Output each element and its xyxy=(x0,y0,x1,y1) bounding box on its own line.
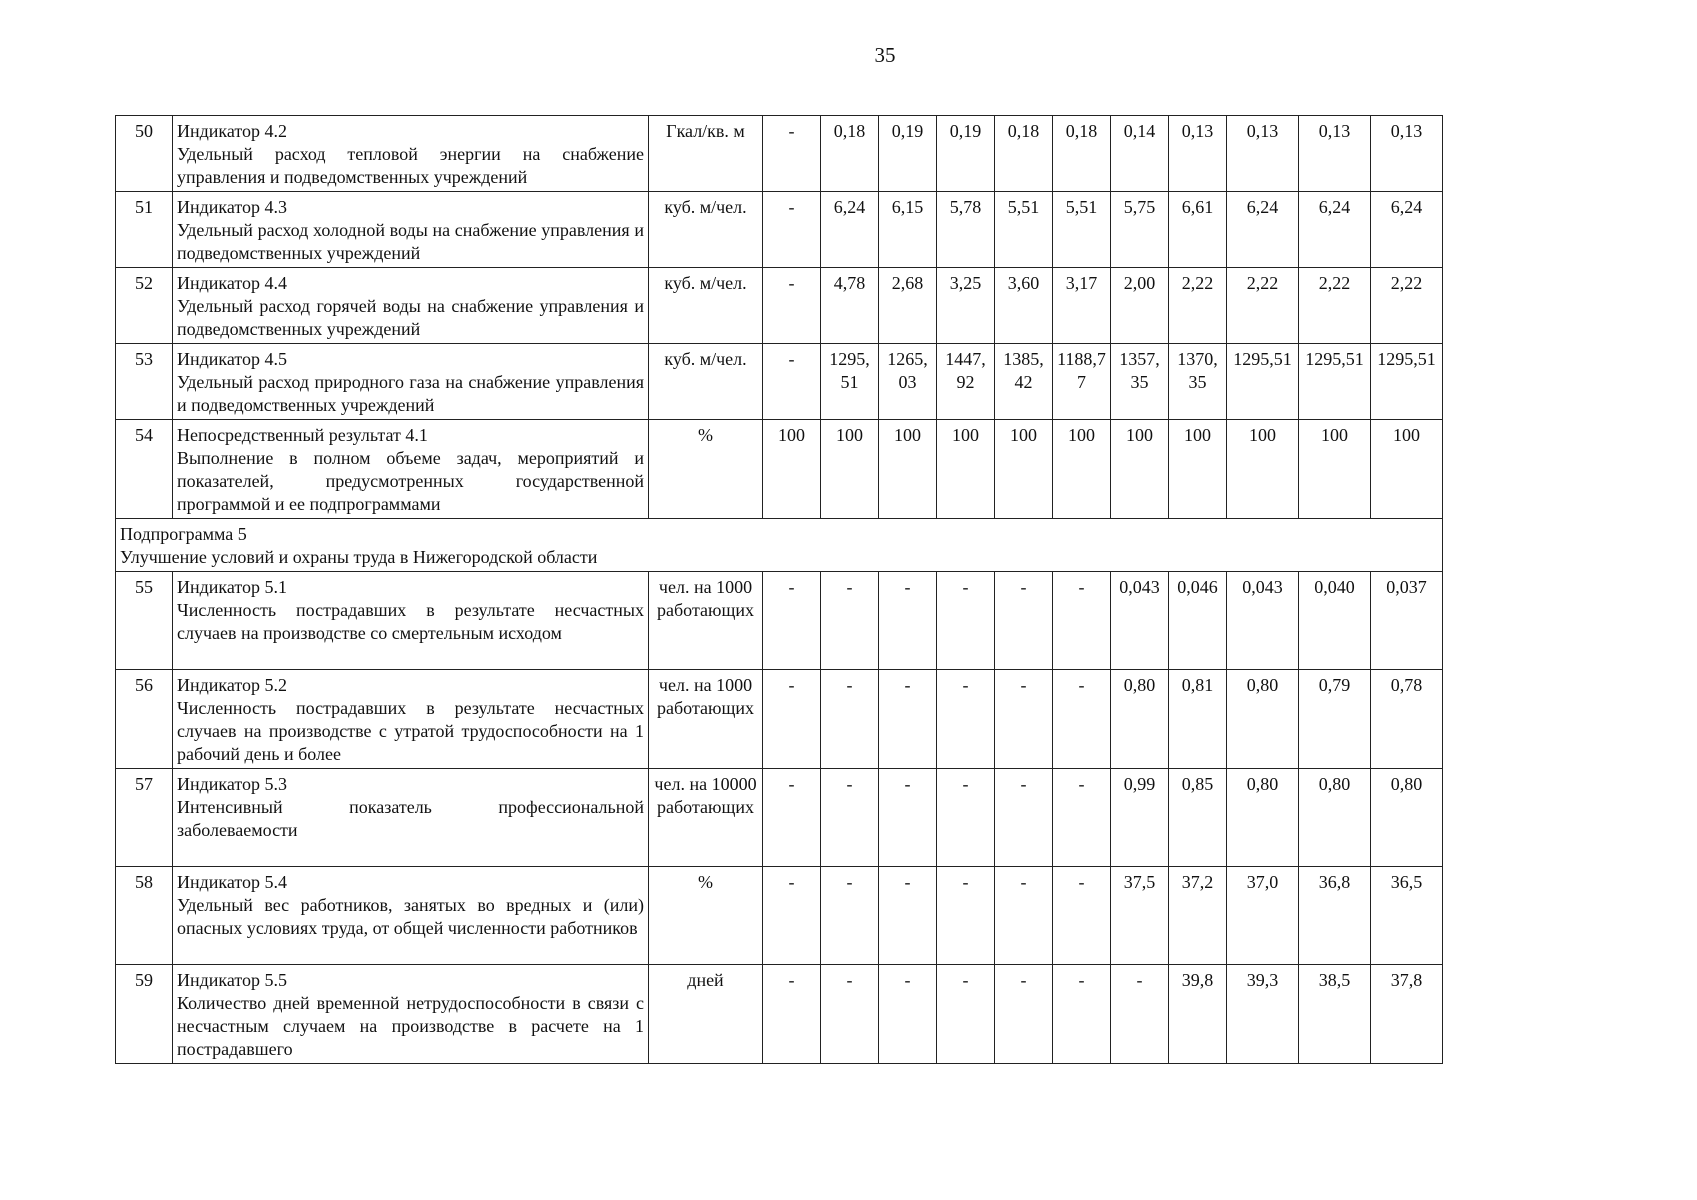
value-cell: - xyxy=(821,572,879,670)
value-cell: 0,040 xyxy=(1299,572,1371,670)
value-cell: 100 xyxy=(879,420,937,519)
value-cell: - xyxy=(1053,867,1111,965)
table-body xyxy=(116,116,1443,1064)
value-cell: - xyxy=(763,670,821,769)
value-cell: 100 xyxy=(1053,420,1111,519)
value-cell: 1370,35 xyxy=(1169,344,1227,420)
indicator-title: Индикатор 4.4 xyxy=(177,273,288,293)
table-row xyxy=(116,192,1443,268)
value-cell: - xyxy=(821,670,879,769)
value-cell: - xyxy=(1111,965,1169,1064)
value-cell: - xyxy=(879,867,937,965)
indicators-table xyxy=(115,115,1443,1064)
table-row xyxy=(116,344,1443,420)
value-cell: 0,18 xyxy=(1053,116,1111,192)
indicator-title: Индикатор 4.5 xyxy=(177,349,288,369)
unit-of-measure: Гкал/кв. м xyxy=(649,116,763,192)
value-cell: 3,60 xyxy=(995,268,1053,344)
value-cell: - xyxy=(763,268,821,344)
value-cell: 38,5 xyxy=(1299,965,1371,1064)
row-number: 53 xyxy=(116,344,173,420)
unit-of-measure: % xyxy=(649,867,763,965)
indicator-title: Индикатор 5.1 xyxy=(177,577,288,597)
value-cell: - xyxy=(763,867,821,965)
value-cell: - xyxy=(1053,572,1111,670)
indicator-title: Индикатор 5.3 xyxy=(177,774,288,794)
value-cell: - xyxy=(821,867,879,965)
value-cell: - xyxy=(879,670,937,769)
value-cell: 0,13 xyxy=(1371,116,1443,192)
value-cell: 37,2 xyxy=(1169,867,1227,965)
value-cell: 0,18 xyxy=(821,116,879,192)
indicator-description: Удельный расход природного газа на снабжение управления и подведомственных учреждений xyxy=(177,372,644,415)
row-number: 51 xyxy=(116,192,173,268)
value-cell: 100 xyxy=(1371,420,1443,519)
subprogram-number: Подпрограмма 5 xyxy=(120,524,247,544)
value-cell: 39,3 xyxy=(1227,965,1299,1064)
value-cell: 0,043 xyxy=(1111,572,1169,670)
value-cell: 0,19 xyxy=(937,116,995,192)
value-cell: - xyxy=(821,965,879,1064)
value-cell: - xyxy=(821,769,879,867)
value-cell: 0,18 xyxy=(995,116,1053,192)
table-row xyxy=(116,116,1443,192)
table-row xyxy=(116,572,1443,670)
value-cell: 1295,51 xyxy=(821,344,879,420)
row-number: 56 xyxy=(116,670,173,769)
indicator-title: Индикатор 4.2 xyxy=(177,121,288,141)
subprogram-header xyxy=(116,519,1443,572)
row-number: 58 xyxy=(116,867,173,965)
value-cell: 100 xyxy=(1299,420,1371,519)
indicator-description: Численность пострадавших в результате несчастных случаев на производстве с утратой трудоспособности на 1 рабочий день и более xyxy=(177,698,644,764)
value-cell: 6,24 xyxy=(821,192,879,268)
unit-of-measure: куб. м/чел. xyxy=(649,344,763,420)
row-number: 59 xyxy=(116,965,173,1064)
value-cell: 4,78 xyxy=(821,268,879,344)
table-row xyxy=(116,268,1443,344)
value-cell: 1265,03 xyxy=(879,344,937,420)
indicator-name xyxy=(173,670,649,769)
value-cell: 37,0 xyxy=(1227,867,1299,965)
value-cell: 36,5 xyxy=(1371,867,1443,965)
value-cell: 100 xyxy=(995,420,1053,519)
value-cell: - xyxy=(995,867,1053,965)
value-cell: - xyxy=(879,965,937,1064)
row-number: 55 xyxy=(116,572,173,670)
indicator-description: Интенсивный показатель профессиональной заболеваемости xyxy=(177,797,644,840)
value-cell: 2,22 xyxy=(1169,268,1227,344)
value-cell: 0,99 xyxy=(1111,769,1169,867)
value-cell: - xyxy=(879,572,937,670)
unit-of-measure: чел. на 1000 работающих xyxy=(649,572,763,670)
value-cell: 100 xyxy=(1169,420,1227,519)
value-cell: 2,22 xyxy=(1371,268,1443,344)
unit-of-measure: дней xyxy=(649,965,763,1064)
indicator-title: Непосредственный результат 4.1 xyxy=(177,425,428,445)
value-cell: - xyxy=(1053,769,1111,867)
value-cell: 0,80 xyxy=(1111,670,1169,769)
value-cell: 1295,51 xyxy=(1371,344,1443,420)
indicator-description: Удельный вес работников, занятых во вредных и (или) опасных условиях труда, от общей численности работников xyxy=(177,895,644,938)
value-cell: 1447,92 xyxy=(937,344,995,420)
value-cell: 6,24 xyxy=(1371,192,1443,268)
value-cell: 0,037 xyxy=(1371,572,1443,670)
value-cell: 0,80 xyxy=(1227,769,1299,867)
value-cell: - xyxy=(937,670,995,769)
value-cell: 100 xyxy=(821,420,879,519)
value-cell: - xyxy=(937,867,995,965)
value-cell: - xyxy=(995,769,1053,867)
value-cell: - xyxy=(995,572,1053,670)
value-cell: - xyxy=(1053,965,1111,1064)
value-cell: 1357,35 xyxy=(1111,344,1169,420)
value-cell: 100 xyxy=(1111,420,1169,519)
value-cell: 100 xyxy=(1227,420,1299,519)
indicator-description: Выполнение в полном объеме задач, мероприятий и показателей, предусмотренных государственной программой и ее подпрограммами xyxy=(177,448,644,514)
value-cell: 0,046 xyxy=(1169,572,1227,670)
value-cell: 0,13 xyxy=(1227,116,1299,192)
value-cell: - xyxy=(937,572,995,670)
value-cell: 5,51 xyxy=(1053,192,1111,268)
indicator-name xyxy=(173,867,649,965)
value-cell: 0,78 xyxy=(1371,670,1443,769)
value-cell: - xyxy=(763,192,821,268)
value-cell: 6,15 xyxy=(879,192,937,268)
page-number: 35 xyxy=(874,43,896,67)
value-cell: 37,8 xyxy=(1371,965,1443,1064)
table-row xyxy=(116,965,1443,1064)
indicator-name xyxy=(173,965,649,1064)
value-cell: - xyxy=(879,769,937,867)
value-cell: 2,00 xyxy=(1111,268,1169,344)
indicator-name xyxy=(173,192,649,268)
value-cell: 0,80 xyxy=(1227,670,1299,769)
value-cell: 0,79 xyxy=(1299,670,1371,769)
value-cell: 1295,51 xyxy=(1227,344,1299,420)
indicator-name xyxy=(173,420,649,519)
subprogram-header-row xyxy=(116,519,1443,572)
value-cell: 0,13 xyxy=(1299,116,1371,192)
indicator-description: Численность пострадавших в результате несчастных случаев на производстве со смертельным исходом xyxy=(177,600,644,643)
value-cell: 0,81 xyxy=(1169,670,1227,769)
indicator-name xyxy=(173,344,649,420)
value-cell: 36,8 xyxy=(1299,867,1371,965)
indicator-description: Удельный расход горячей воды на снабжение управления и подведомственных учреждений xyxy=(177,296,644,339)
value-cell: 1188,77 xyxy=(1053,344,1111,420)
value-cell: 6,24 xyxy=(1299,192,1371,268)
value-cell: - xyxy=(763,116,821,192)
indicator-name xyxy=(173,769,649,867)
value-cell: 37,5 xyxy=(1111,867,1169,965)
row-number: 52 xyxy=(116,268,173,344)
table-row xyxy=(116,769,1443,867)
table-row xyxy=(116,867,1443,965)
indicator-description: Удельный расход тепловой энергии на снабжение управления и подведомственных учреждений xyxy=(177,144,644,187)
value-cell: - xyxy=(995,670,1053,769)
indicator-name xyxy=(173,116,649,192)
indicator-description: Количество дней временной нетрудоспособности в связи с несчастным случаем на производстве в расчете на 1 пострадавшего xyxy=(177,993,644,1059)
unit-of-measure: % xyxy=(649,420,763,519)
value-cell: 0,14 xyxy=(1111,116,1169,192)
indicator-title: Индикатор 5.4 xyxy=(177,872,288,892)
subprogram-title: Улучшение условий и охраны труда в Нижегородской области xyxy=(120,547,598,567)
value-cell: 5,51 xyxy=(995,192,1053,268)
value-cell: 1295,51 xyxy=(1299,344,1371,420)
row-number: 54 xyxy=(116,420,173,519)
unit-of-measure: чел. на 1000 работающих xyxy=(649,670,763,769)
value-cell: 1385,42 xyxy=(995,344,1053,420)
value-cell: 2,68 xyxy=(879,268,937,344)
indicator-title: Индикатор 5.2 xyxy=(177,675,288,695)
value-cell: - xyxy=(937,965,995,1064)
unit-of-measure: куб. м/чел. xyxy=(649,192,763,268)
value-cell: - xyxy=(763,965,821,1064)
value-cell: 0,80 xyxy=(1371,769,1443,867)
value-cell: 3,25 xyxy=(937,268,995,344)
value-cell: 5,75 xyxy=(1111,192,1169,268)
value-cell: - xyxy=(937,769,995,867)
value-cell: - xyxy=(1053,670,1111,769)
unit-of-measure: куб. м/чел. xyxy=(649,268,763,344)
indicator-description: Удельный расход холодной воды на снабжение управления и подведомственных учреждений xyxy=(177,220,644,263)
value-cell: 0,85 xyxy=(1169,769,1227,867)
indicator-title: Индикатор 5.5 xyxy=(177,970,288,990)
value-cell: 100 xyxy=(937,420,995,519)
value-cell: 39,8 xyxy=(1169,965,1227,1064)
value-cell: 6,24 xyxy=(1227,192,1299,268)
indicator-title: Индикатор 4.3 xyxy=(177,197,288,217)
value-cell: 3,17 xyxy=(1053,268,1111,344)
value-cell: - xyxy=(763,769,821,867)
table-row xyxy=(116,420,1443,519)
value-cell: 2,22 xyxy=(1299,268,1371,344)
value-cell: 6,61 xyxy=(1169,192,1227,268)
table-row xyxy=(116,670,1443,769)
row-number: 50 xyxy=(116,116,173,192)
value-cell: 0,80 xyxy=(1299,769,1371,867)
value-cell: 0,043 xyxy=(1227,572,1299,670)
value-cell: - xyxy=(995,965,1053,1064)
value-cell: - xyxy=(763,572,821,670)
indicator-name xyxy=(173,572,649,670)
value-cell: 0,13 xyxy=(1169,116,1227,192)
row-number: 57 xyxy=(116,769,173,867)
value-cell: 5,78 xyxy=(937,192,995,268)
value-cell: 100 xyxy=(763,420,821,519)
indicator-name xyxy=(173,268,649,344)
unit-of-measure: чел. на 10000 работающих xyxy=(649,769,763,867)
value-cell: - xyxy=(763,344,821,420)
value-cell: 0,19 xyxy=(879,116,937,192)
value-cell: 2,22 xyxy=(1227,268,1299,344)
